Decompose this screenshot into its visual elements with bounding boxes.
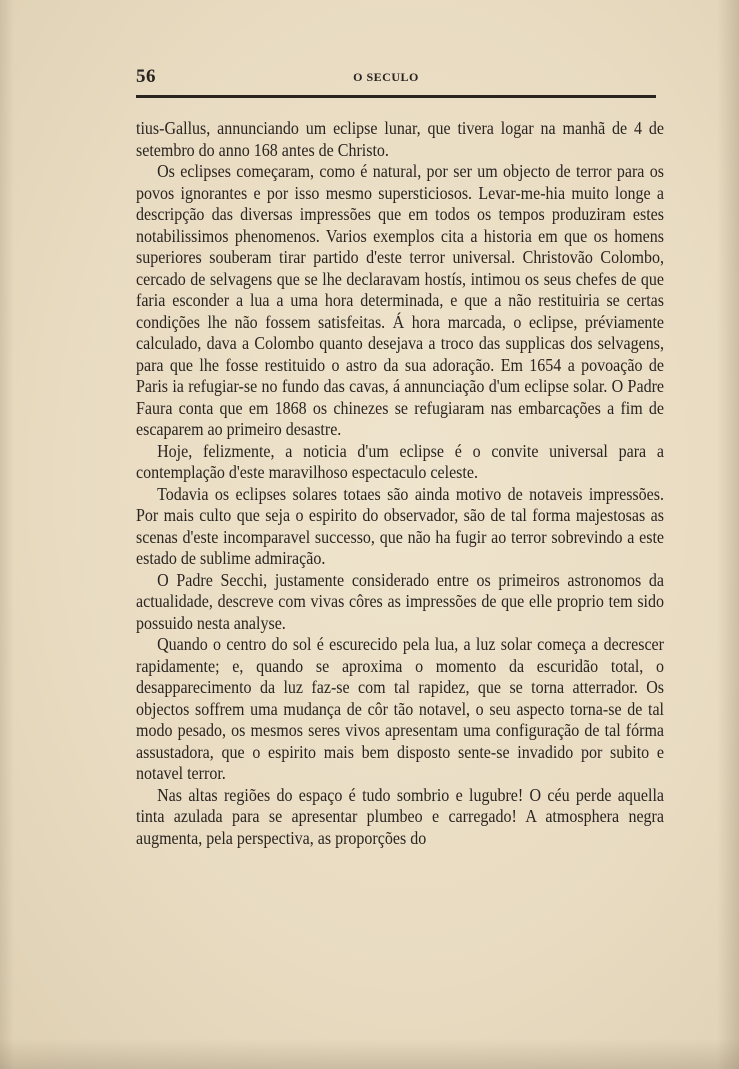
running-title: O SECULO xyxy=(353,70,419,84)
page-header xyxy=(136,64,660,88)
paragraph-continued: tius-Gallus, annunciando um eclipse lunar, que tivera logar na manhã de 4 de setembro do anno 168 antes de Christo. xyxy=(136,118,664,160)
paragraph: O Padre Secchi, justamente considerado entre os primeiros astronomos da actualidade, descreve com vivas côres as impressões de que elle proprio tem sido possuido nesta analyse. xyxy=(136,569,664,633)
paragraph: Todavia os eclipses solares totaes são ainda motivo de notaveis impressões. Por mais culto que seja o espirito do observador, são de tal forma majestosas as scenas d'este incomparavel successo, que não ha fugir ao terror sobrevindo a este estado de sublime admiração. xyxy=(136,483,664,568)
paragraph: Hoje, felizmente, a noticia d'um eclipse é o convite universal para a contemplação d'este maravilhoso espectaculo celeste. xyxy=(136,440,664,482)
page-edge-shadow-right xyxy=(717,0,739,1069)
page-edge-shadow-bottom xyxy=(0,1039,739,1069)
paragraph: Os eclipses começaram, como é natural, por ser um objecto de terror para os povos ignorantes e por isso mesmo supersticiosos. Levar-me-hia muito longe a descripção das diversas impressões que em todos os tempos produziram estes notabilissimos phenomenos. Varios exemplos cita a historia em que os homens superiores souberam tirar partido d'este terror universal. Christovão Colombo, cercado de selvagens que se lhe declaravam hostís, intimou os seus chefes de que faria esconder a lua a uma hora determinada, e que a não restituiria se certas condições lhe não fossem satisfeitas. Á hora marcada, o eclipse, préviamente calculado, dava a Colombo quanto desejava a troco das supplicas dos selvagens, para que lhe fosse restituido o astro da sua adoração. Em 1654 a povoação de Paris ia refugiar-se no fundo das cavas, á annunciação d'um eclipse solar. O Padre Faura conta que em 1868 os chinezes se refugiaram nas embarcações a fim de escaparem ao primeiro desastre. xyxy=(136,161,664,439)
body-text xyxy=(136,118,664,849)
paragraph: Quando o centro do sol é escurecido pela lua, a luz solar começa a decrescer rapidamente; e, quando se aproxima o momento da escuridão total, o desapparecimento da luz faz-se com tal rapidez, que se torna atterrador. Os objectos soffrem uma mudança de côr tão notavel, o seu aspecto torna-se de tal modo pesado, os mesmos seres vivos apresentam uma configuração de tal fórma assustadora, que o espirito mais bem disposto sente-se invadido por subito e notavel terror. xyxy=(136,634,664,783)
page-number: 56 xyxy=(136,66,156,87)
page-edge-shadow-left xyxy=(0,0,14,1069)
paragraph: Nas altas regiões do espaço é tudo sombrio e lugubre! O céu perde aquella tinta azulada para se apresentar plumbeo e carregado! A atmosphera negra augmenta, pela perspectiva, as proporções do xyxy=(136,784,664,848)
header-rule xyxy=(136,95,656,98)
